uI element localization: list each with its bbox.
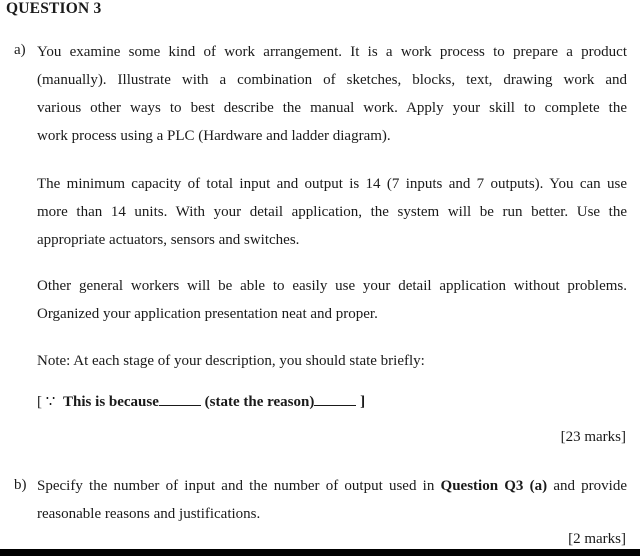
part-b-text-after: and provide — [547, 478, 627, 494]
part-b-paragraph — [37, 472, 627, 528]
part-a-note — [37, 347, 627, 375]
because-statement — [37, 392, 365, 411]
text-line: (manually). Illustrate with a combination of sketches, blocks, text, drawing work and — [37, 72, 627, 88]
part-a-paragraph-3 — [37, 272, 627, 328]
part-a-paragraph-2 — [37, 170, 627, 254]
part-a-marks: [23 marks] — [560, 429, 626, 445]
part-b-text-before: Specify the number of input and the number of output used in — [37, 478, 441, 494]
reason-placeholder: (state the reason) — [204, 394, 315, 410]
text-line: work process using a PLC (Hardware and ladder diagram). — [37, 128, 391, 144]
text-line: more than 14 units. With your detail application, the system will be run better. Use the — [37, 204, 627, 220]
text-line: Organized your application presentation neat and proper. — [37, 306, 378, 322]
part-b-label: b) — [14, 477, 27, 493]
because-close-bracket: ] — [360, 394, 366, 410]
text-line: reasonable reasons and justifications. — [37, 506, 261, 522]
text-line: You examine some kind of work arrangement. It is a work process to prepare a product — [37, 44, 627, 60]
text-line: Other general workers will be able to easily use your detail application without problems. — [37, 278, 627, 294]
answer-blank — [159, 392, 201, 406]
part-a-paragraph-1 — [37, 38, 627, 150]
text-line: various other ways to best describe the manual work. Apply your skill to complete the — [37, 100, 627, 116]
part-b-marks: [2 marks] — [568, 531, 626, 547]
question-title: QUESTION 3 — [6, 0, 102, 17]
because-text: This is because — [63, 394, 159, 410]
part-a-label: a) — [14, 42, 26, 58]
question-reference: Question Q3 (a) — [440, 478, 548, 494]
bottom-border — [0, 549, 640, 556]
text-line: The minimum capacity of total input and output is 14 (7 inputs and 7 outputs). You can use — [37, 176, 627, 192]
text-line — [37, 472, 627, 500]
text-line: appropriate actuators, sensors and switches. — [37, 232, 300, 248]
answer-blank — [314, 392, 356, 406]
because-open-bracket: [ ∵ — [37, 394, 56, 410]
note-text: Note: At each stage of your description, you should state briefly: — [37, 353, 425, 369]
